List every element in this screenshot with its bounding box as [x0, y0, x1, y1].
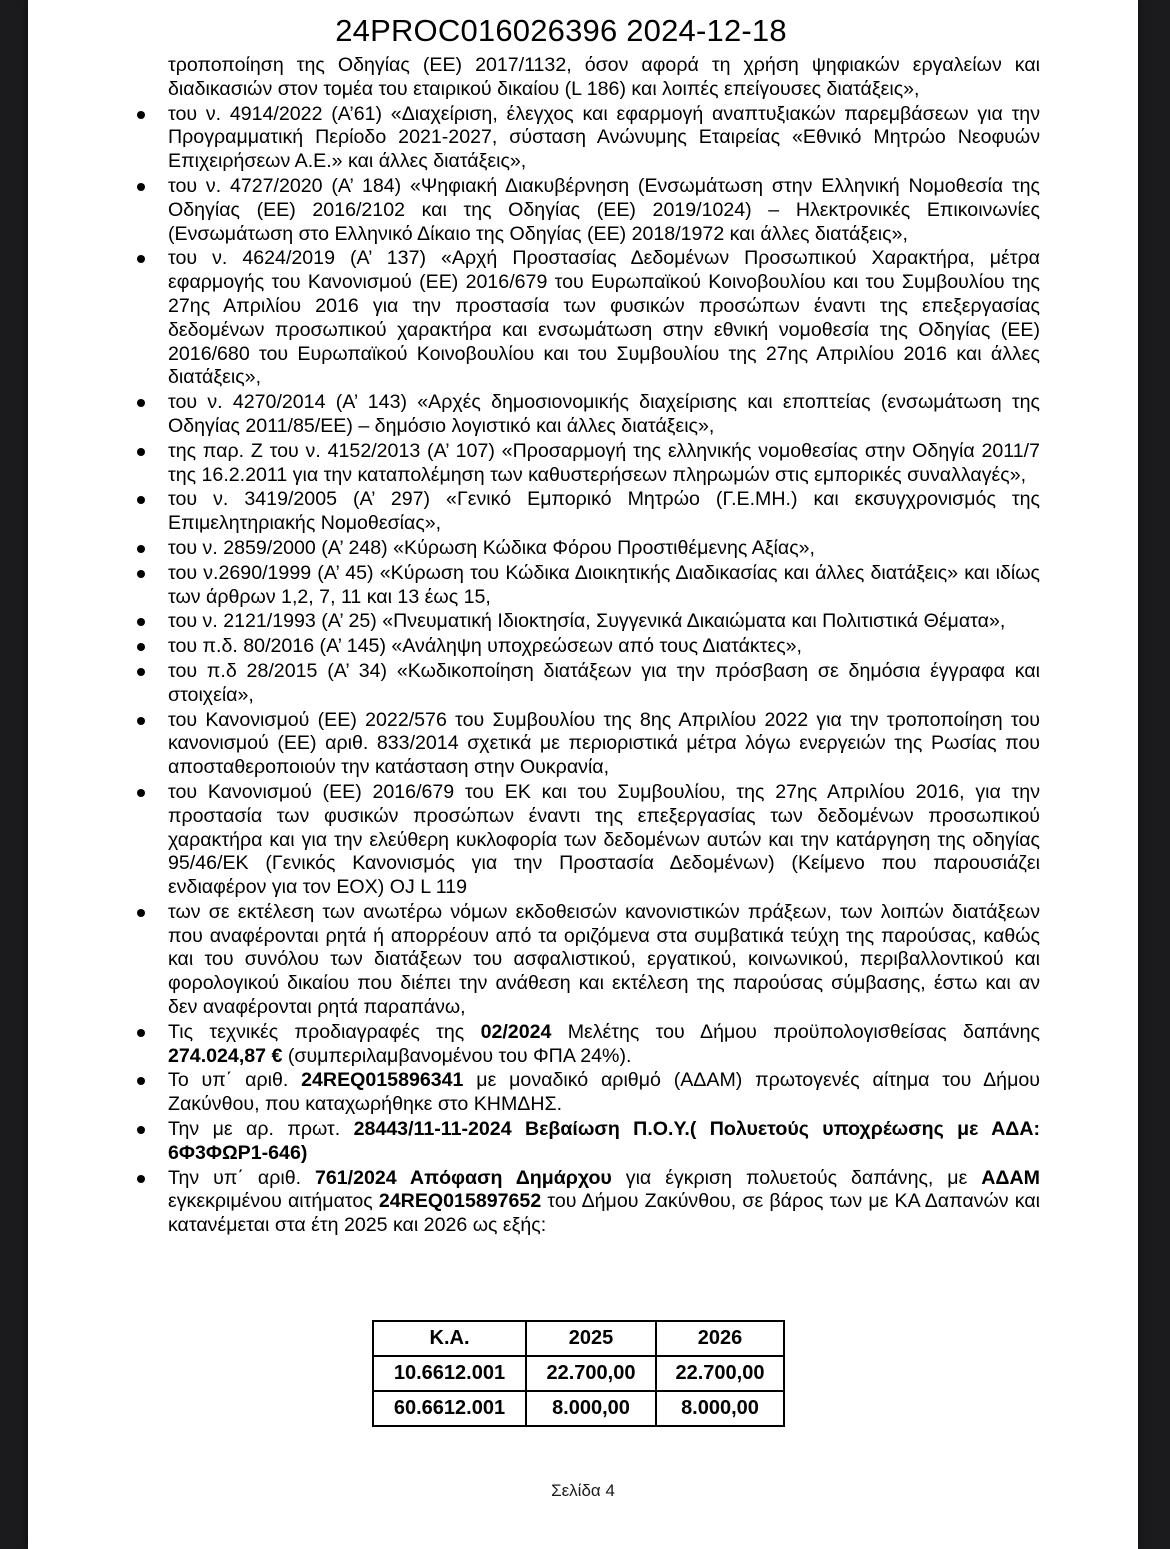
list-item [168, 175, 1040, 246]
list-item-text: Μελέτης του Δήμου προϋπολογισθείσας δαπάνης [551, 1020, 1040, 1043]
list-item-text: Την υπ΄ αριθ. [168, 1166, 315, 1189]
list-item [168, 537, 1040, 561]
bullet-icon [137, 1175, 145, 1183]
document-body [168, 54, 1040, 1238]
list-item-text: για έγκριση πολυετούς δαπάνης, με [611, 1166, 982, 1189]
bullet-icon [137, 1126, 145, 1134]
list-item-text-bold: 761/2024 Απόφαση Δημάρχου [314, 1166, 612, 1189]
bullet-icon [137, 183, 145, 191]
list-item-text-bold: 274.024,87 € [168, 1044, 283, 1067]
list-item-text: Τις τεχνικές προδιαγραφές της [168, 1020, 481, 1043]
list-item-text: του π.δ. 80/2016 (Α’ 145) «Ανάληψη υποχρεώσεων από τους Διατάκτες», [168, 635, 802, 658]
bullet-icon [137, 448, 145, 456]
budget-table-body [373, 1356, 784, 1426]
list-item [168, 635, 1040, 659]
bullet-icon [137, 399, 145, 407]
list-item [168, 1167, 1040, 1238]
list-item [168, 247, 1040, 390]
list-item [168, 709, 1040, 780]
list-item [168, 660, 1040, 708]
list-item-text: με μοναδικό αριθμό (ΑΔΑΜ) πρωτογενές αίτημα του Δήμου Ζακύνθου, που καταχωρήθηκε στο ΚΗΜΔΗΣ. [168, 1069, 1040, 1116]
bullet-icon [137, 545, 145, 553]
bullet-icon [137, 789, 145, 797]
bullet-icon [137, 717, 145, 725]
list-item [168, 1021, 1040, 1069]
list-item-text: του ν. 4914/2022 (Α’61) «Διαχείριση, έλεγχος και εφαρμογή αναπτυξιακών παρεμβάσεων για την Προγραμματική Περίοδο 2021-2027, σύσταση Ανώνυμης Εταιρείας «Εθνικό Μητρώο Νεοφυών Επιχειρήσεων Α.Ε.» και άλλες διατάξεις», [168, 102, 1040, 173]
table-cell: 10.6612.001 [373, 1356, 526, 1391]
page-number: Σελίδα 4 [551, 1481, 615, 1500]
list-item [168, 781, 1040, 900]
table-header-row [373, 1321, 784, 1356]
list-item-text: του ν. 2121/1993 (Α’ 25) «Πνευματική Ιδιοκτησία, Συγγενικά Δικαιώματα και Πολιτιστικά Θέματα», [168, 610, 1006, 633]
document-header-stamp: 24PROC016026396 2024-12-18 [335, 13, 787, 48]
list-item-text: του ν. 4270/2014 (Α’ 143) «Αρχές δημοσιονομικής διαχείρισης και εποπτείας (ενσωμάτωση της Οδηγίας 2011/85/ΕΕ) – δημόσιο λογιστικό και άλλες διατάξεις», [168, 391, 1040, 437]
budget-table-head [373, 1321, 784, 1356]
table-cell: 60.6612.001 [373, 1391, 526, 1426]
bullet-icon [137, 618, 145, 626]
list-item-text: (συμπεριλαμβανομένου του ΦΠΑ 24%). [282, 1044, 632, 1067]
bullet-icon [137, 255, 145, 263]
list-item-text: του π.δ 28/2015 (Α’ 34) «Κωδικοποίηση διατάξεων για την πρόσβαση σε δημόσια έγγραφα και στοιχεία», [168, 659, 1040, 706]
bullet-icon [137, 570, 145, 578]
table-cell: 22.700,00 [656, 1356, 784, 1391]
list-item [168, 440, 1040, 488]
table-header-cell: 2025 [526, 1321, 656, 1356]
bullet-icon [137, 496, 145, 504]
bullet-icon [137, 1029, 145, 1037]
table-row [373, 1391, 784, 1426]
list-item-text: του Κανονισμού (ΕΕ) 2022/576 του Συμβουλίου της 8ης Απριλίου 2022 για την τροποποίηση του κανονισμού (ΕΕ) αριθ. 833/2014 σχετικά με περιοριστικά μέτρα λόγω ενεργειών της Ρωσίας που αποσταθεροποιούν την κατάσταση στην Ουκρανία, [168, 708, 1040, 779]
list-item-text: του ν. 2859/2000 (Α’ 248) «Κύρωση Κώδικα Φόρου Προστιθέμενης Αξίας», [168, 536, 815, 559]
list-item-text: εγκεκριμένου αιτήματος [168, 1190, 379, 1213]
list-item-text: του ν. 4727/2020 (Α’ 184) «Ψηφιακή Διακυβέρνηση (Ενσωμάτωση στην Ελληνική Νομοθεσία της Οδηγίας (ΕΕ) 2016/2102 και της Οδηγίας (ΕΕ) 2019/1024) – Ηλεκτρονικές Επικοινωνίες (Ενσωμάτωση στο Ελληνικό Δίκαιο της Οδηγίας (ΕΕ) 2018/1972 και άλλες διατάξεις», [168, 174, 1040, 245]
table-header-cell: 2026 [656, 1321, 784, 1356]
list-item-text: του Κανονισμού (ΕΕ) 2016/679 του ΕΚ και του Συμβουλίου, της 27ης Απριλίου 2016, για την προστασία των φυσικών προσώπων έναντι της επεξεργασίας των δεδομένων προσωπικού χαρακτήρα και για την ελεύθερη κυκλοφορία των δεδομένων αυτών και την κατάργηση της οδηγίας 95/46/ΕΚ (Γενικός Κανονισμός για την Προστασία Δεδομένων) (Κείμενο που παρουσιάζει ενδιαφέρον για τον ΕΟΧ) OJ L 119 [168, 780, 1040, 899]
list-item-text-bold: ΑΔΑΜ [981, 1166, 1040, 1189]
list-item-text-bold: 02/2024 [480, 1020, 552, 1043]
bullet-icon [137, 1077, 145, 1085]
table-row [373, 1356, 784, 1391]
list-item [168, 391, 1040, 439]
bullet-icon [137, 909, 145, 917]
list-item [168, 901, 1040, 1020]
list-item [168, 562, 1040, 610]
budget-table-container [372, 1320, 785, 1427]
list-item-text: των σε εκτέλεση των ανωτέρω νόμων εκδοθεισών κανονιστικών πράξεων, των λοιπών διατάξεων που αναφέρονται ρητά ή απορρέουν από τα οριζόμενα στα συμβατικά τεύχη της παρούσας, καθώς και του συνόλου των διατάξεων του ασφαλιστικού, εργατικού, κοινωνικού, περιβαλλοντικού και φορολογικού δικαίου που διέπει την ανάθεση και εκτέλεση της παρούσας σύμβασης, έστω και αν δεν αναφέρονται ρητά παραπάνω, [168, 900, 1040, 1019]
list-item [168, 1118, 1040, 1166]
bullet-icon [137, 668, 145, 676]
list-item-text-bold: 24REQ015897652 [378, 1190, 542, 1213]
list-item [168, 610, 1040, 634]
list-item [168, 488, 1040, 536]
table-header-cell: Κ.Α. [373, 1321, 526, 1356]
table-cell: 8.000,00 [526, 1391, 656, 1426]
document-page [28, 0, 1138, 1549]
list-item-text-bold: 24REQ015896341 [301, 1069, 464, 1092]
table-cell: 8.000,00 [656, 1391, 784, 1426]
bullet-icon [137, 643, 145, 651]
budget-table [372, 1320, 785, 1427]
list-item-text: του ν. 4624/2019 (Α’ 137) «Αρχή Προστασίας Δεδομένων Προσωπικού Χαρακτήρα, μέτρα εφαρμογής του Κανονισμού (ΕΕ) 2016/679 του Ευρωπαϊκού Κοινοβουλίου και του Συμβουλίου της 27ης Απριλίου 2016 για την προστασία των φυσικών προσώπων έναντι της επεξεργασίας δεδομένων προσωπικού χαρακτήρα και ενσωμάτωση στην εθνική νομοθεσία της Οδηγίας (ΕΕ) 2016/680 του Ευρωπαϊκού Κοινοβουλίου και του Συμβουλίου της 27ης Απριλίου 2016 και άλλες διατάξεις», [168, 247, 1040, 389]
list-item-text: του ν.2690/1999 (Α’ 45) «Κύρωση του Κώδικα Διοικητικής Διαδικασίας και άλλες διατάξεις» και ιδίως των άρθρων 1,2, 7, 11 και 13 έως 15, [168, 561, 1040, 608]
list-item [168, 103, 1040, 174]
list-item-text-bold: 28443/11-11-2024 Βεβαίωση Π.Ο.Υ.( Πολυετούς υποχρέωσης με ΑΔΑ: 6Φ3ΦΩΡ1-646) [168, 1118, 1041, 1164]
list-item-text: του ν. 3419/2005 (Α’ 297) «Γενικό Εμπορικό Μητρώο (Γ.Ε.ΜΗ.) και εκσυγχρονισμός της Επιμελητηριακής Νομοθεσίας», [168, 488, 1040, 535]
table-cell: 22.700,00 [526, 1356, 656, 1391]
list-item-text: Την με αρ. πρωτ. [168, 1118, 354, 1141]
list-item [168, 1069, 1040, 1117]
law-list [168, 103, 1040, 1238]
paragraph-continuation: τροποποίηση της Οδηγίας (ΕΕ) 2017/1132, όσον αφορά τη χρήση ψηφιακών εργαλείων και διαδικασιών στον τομέα του εταιρικού δικαίου (L 186) και λοιπές επείγουσες διατάξεις», [168, 54, 1040, 100]
list-item-text: της παρ. Ζ του ν. 4152/2013 (Α’ 107) «Προσαρμογή της ελληνικής νομοθεσίας στην Οδηγία 2011/7 της 16.2.2011 για την καταπολέμηση των καθυστερήσεων πληρωμών στις εμπορικές συναλλαγές», [168, 439, 1040, 486]
bullet-icon [137, 111, 145, 119]
list-item-text: του Δήμου Ζακύνθου, σε βάρος των με ΚΑ Δαπανών και κατανέμεται στα έτη 2025 και 2026 ως εξής: [168, 1190, 1040, 1237]
list-item-text: Το υπ΄ αριθ. [168, 1069, 302, 1092]
